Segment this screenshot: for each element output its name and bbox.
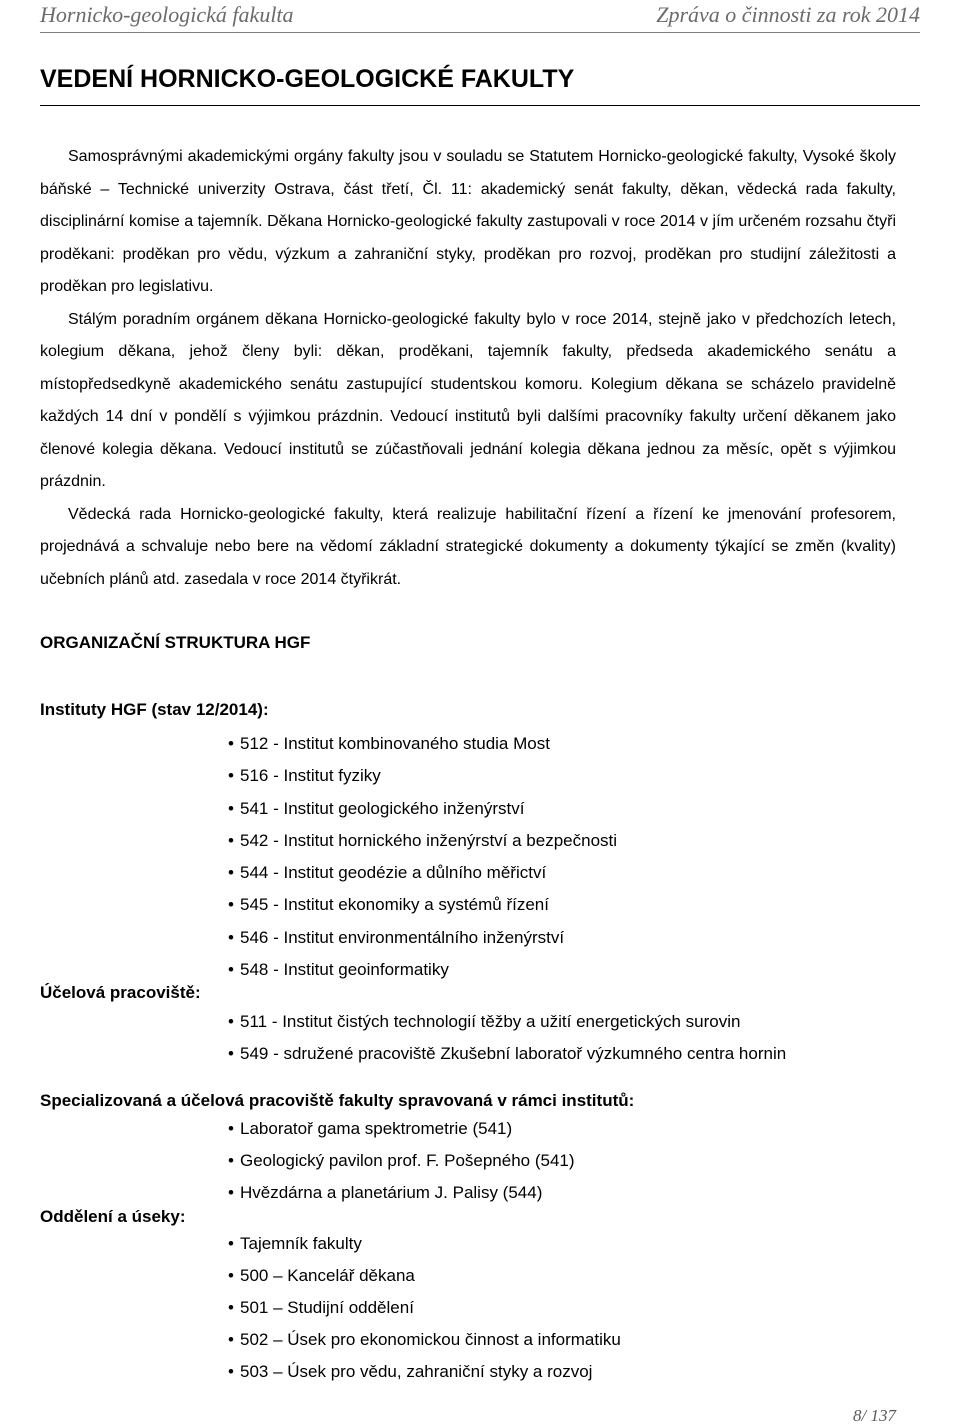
list-item: • 511 - Institut čistých technologií těžby a užití energetických surovin: [228, 1009, 786, 1041]
list-item: • 512 - Institut kombinovaného studia Most: [228, 731, 617, 763]
departments-label: Oddělení a úseky:: [40, 1207, 186, 1226]
body-text: [40, 141, 896, 596]
header-faculty-name: Hornicko-geologická fakulta: [40, 2, 294, 27]
specialized-list: [228, 1116, 575, 1212]
list-item: • 516 - Institut fyziky: [228, 763, 617, 795]
institutes-list: [228, 731, 617, 989]
list-item: • 549 - sdružené pracoviště Zkušební laboratoř výzkumného centra hornin: [228, 1041, 786, 1073]
purpose-units-list: [228, 1009, 786, 1072]
list-item: • Geologický pavilon prof. F. Pošepného (541): [228, 1148, 575, 1180]
section-title: ORGANIZAČNÍ STRUKTURA HGF: [40, 633, 311, 652]
list-item: • 545 - Institut ekonomiky a systémů řízení: [228, 892, 617, 924]
list-item: • Hvězdárna a planetárium J. Palisy (544): [228, 1180, 575, 1212]
list-item: • Tajemník fakulty: [228, 1231, 621, 1263]
list-item: • 503 – Úsek pro vědu, zahraniční styky a rozvoj: [228, 1359, 621, 1391]
purpose-units-label: Účelová pracoviště:: [40, 983, 201, 1002]
page-header: [40, 0, 920, 33]
list-item: • 502 – Úsek pro ekonomickou činnost a informatiku: [228, 1327, 621, 1359]
list-item: • 500 – Kancelář děkana: [228, 1263, 621, 1295]
list-item: • 501 – Studijní oddělení: [228, 1295, 621, 1327]
institutes-label: Instituty HGF (stav 12/2014):: [40, 700, 269, 719]
specialized-label: Specializovaná a účelová pracoviště fakulty spravovaná v rámci institutů:: [40, 1091, 635, 1110]
paragraph: Vědecká rada Hornicko-geologické fakulty, která realizuje habilitační řízení a řízení ke jmenování profesorem, projednává a schvaluje nebo bere na vědomí základní strategické dokumenty a dokumenty týkající se změn (kvality) učebních plánů atd. zasedala v roce 2014 čtyřikrát.: [40, 505, 896, 588]
paragraph: Samosprávnými akademickými orgány fakulty jsou v souladu se Statutem Hornicko-geologické fakulty, Vysoké školy báňské – Technické univerzity Ostrava, část třetí, Čl. 11: akademický senát fakulty, děkan, vědecká rada fakulty, disciplinární komise a tajemník. Děkana Hornicko-geologické fakulty zastupovali v roce 2014 v jím určeném rozsahu čtyři proděkani: proděkan pro vědu, výzkum a zahraniční styky, proděkan pro rozvoj, proděkan pro studijní záležitosti a proděkan pro legislativu.: [40, 148, 896, 295]
list-item: • 546 - Institut environmentálního inženýrství: [228, 925, 617, 957]
list-item: • 548 - Institut geoinformatiky: [228, 957, 617, 989]
header-report-title: Zpráva o činnosti za rok 2014: [656, 2, 920, 27]
list-item: • Laboratoř gama spektrometrie (541): [228, 1116, 575, 1148]
list-item: • 544 - Institut geodézie a důlního měřictví: [228, 860, 617, 892]
paragraph: Stálým poradním orgánem děkana Hornicko-geologické fakulty bylo v roce 2014, stejně jako v předchozích letech, kolegium děkana, jehož členy byli: děkan, proděkani, tajemník fakulty, předseda akademického senátu a místopředsedkyně akademického senátu zastupující studentskou komoru. Kolegium děkana se scházelo pravidelně každých 14 dní v pondělí s výjimkou prázdnin. Vedoucí institutů byli dalšími pracovníky fakulty určení děkanem jako členové kolegia děkana. Vedoucí institutů se zúčastňovali jednání kolegia děkana jednou za měsíc, opět s výjimkou prázdnin.: [40, 310, 896, 490]
page-title: VEDENÍ HORNICKO-GEOLOGICKÉ FAKULTY: [40, 62, 920, 106]
list-item: • 542 - Institut hornického inženýrství a bezpečnosti: [228, 828, 617, 860]
page-number: 8/ 137: [853, 1406, 896, 1425]
list-item: • 541 - Institut geologického inženýrství: [228, 796, 617, 828]
departments-list: [228, 1231, 621, 1391]
